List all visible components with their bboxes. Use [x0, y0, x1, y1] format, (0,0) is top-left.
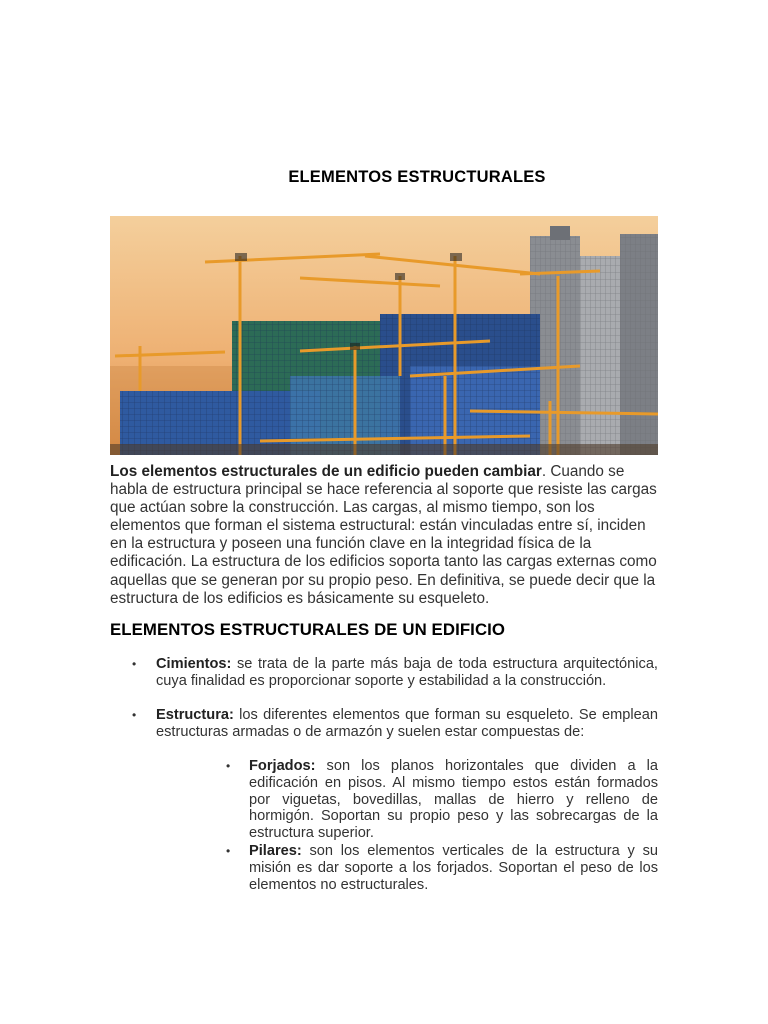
intro-paragraph — [110, 463, 658, 608]
list-item-text: son los planos horizontales que dividen a la edificación en pisos. Al mismo tiempo estos están formados por viguetas, bovedillas, mallas de hierro y relleno de hormigón. Soportan su propio peso y las sobrecargas de la estructura superior. — [249, 758, 658, 842]
list-item-term: Estructura: — [156, 707, 234, 723]
construction-site-illustration — [110, 216, 658, 455]
bullet-icon: • — [226, 844, 231, 858]
section-title: ELEMENTOS ESTRUCTURALES DE UN EDIFICIO — [110, 620, 506, 639]
document-title: ELEMENTOS ESTRUCTURALES — [288, 168, 546, 186]
list-item-text: se trata de la parte más baja de toda estructura arquitectónica, cuya finalidad es proporcionar soporte y estabilidad a la construcción. — [156, 656, 658, 689]
list-item-text: son los elementos verticales de la estructura y su misión es dar soporte a los forjados. Soportan el peso de los elementos no estructurales. — [249, 843, 658, 893]
sublist-item-pilares — [226, 843, 658, 893]
list-item-estructura — [132, 707, 658, 741]
construction-site-image — [110, 216, 658, 455]
list-item-term: Forjados: — [249, 758, 316, 774]
list-item-term: Cimientos: — [156, 656, 232, 672]
bullet-icon: • — [132, 708, 137, 722]
bullet-icon: • — [226, 759, 231, 773]
list-item-term: Pilares: — [249, 843, 302, 859]
list-item-text: los diferentes elementos que forman su esqueleto. Se emplean estructuras armadas o de armazón y suelen estar compuestas de: — [156, 707, 658, 740]
intro-text: . Cuando se habla de estructura principal se hace referencia al soporte que resiste las cargas que actúan sobre la construcción. Las cargas, al mismo tiempo, son los elementos que forman el sistema estructural: están vinculadas entre sí, inciden en la estructura y poseen una función clave en la integridad física de la edificación. La estructura de los edificios soporta tanto las cargas externas como aquellas que se generan por su propio peso. En definitiva, se puede decir que la estructura de los edificios es básicamente su esqueleto. — [110, 463, 657, 607]
bullet-icon: • — [132, 657, 137, 671]
sublist-item-forjados — [226, 758, 658, 842]
intro-bold-lead: Los elementos estructurales de un edificio pueden cambiar — [110, 463, 542, 480]
list-item-cimientos — [132, 656, 658, 690]
